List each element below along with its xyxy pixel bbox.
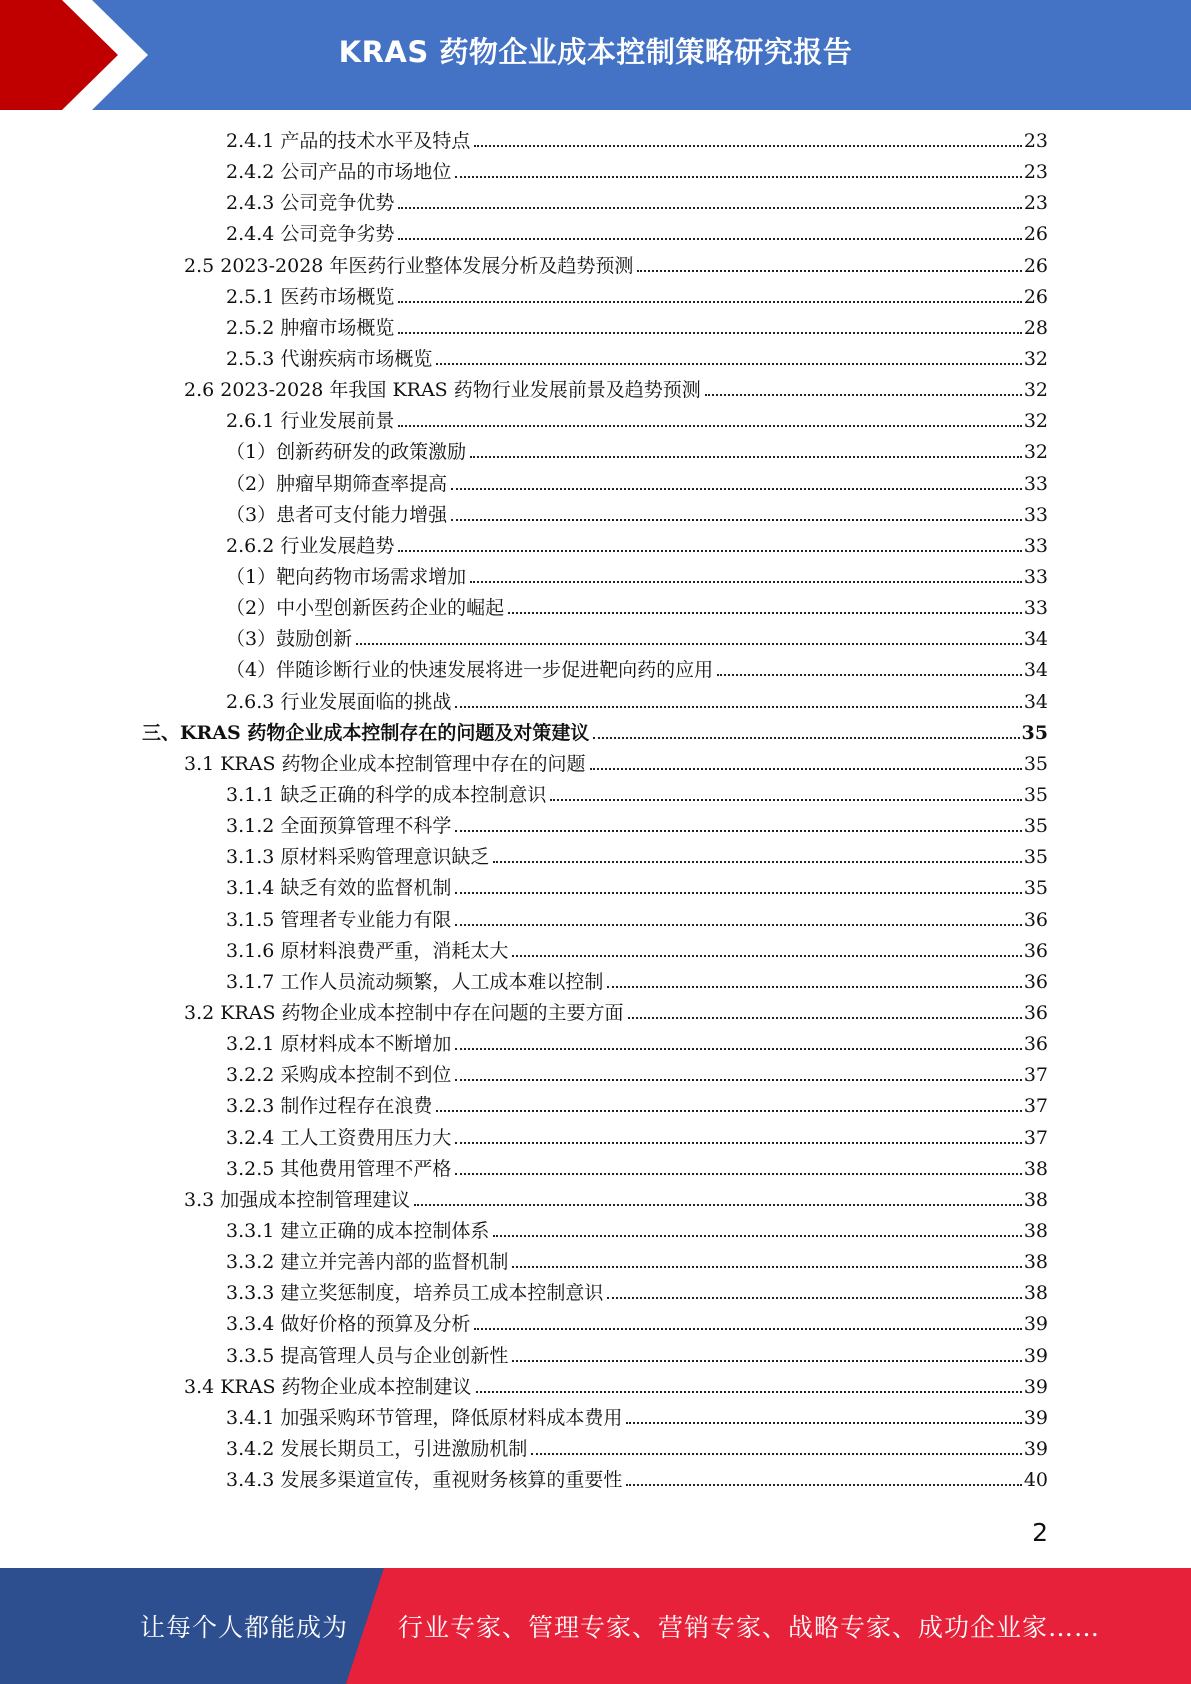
toc-row[interactable]: [0, 1434, 1191, 1465]
toc-row[interactable]: [0, 437, 1191, 468]
toc-entry: [226, 1465, 1048, 1496]
toc-entry: [226, 282, 1048, 313]
toc-page-number: 33: [1023, 566, 1048, 589]
toc-leader-dots: [398, 550, 1021, 552]
toc-page-number: 36: [1023, 1033, 1048, 1056]
toc-leader-dots: [455, 706, 1021, 708]
toc-leader-dots: [470, 581, 1022, 583]
toc-leader-dots: [474, 145, 1021, 147]
toc-page-number: 36: [1023, 939, 1048, 962]
toc-page-number: 26: [1023, 223, 1048, 246]
toc-row[interactable]: [0, 1123, 1191, 1154]
toc-label: 三、KRAS 药物企业成本控制存在的问题及对策建议: [142, 721, 590, 744]
toc-entry: [184, 998, 1048, 1029]
toc-row[interactable]: [0, 406, 1191, 437]
toc-entry: [226, 562, 1048, 593]
toc-leader-dots: [455, 1142, 1021, 1144]
toc-page-number: 23: [1023, 192, 1048, 215]
toc-row[interactable]: [0, 500, 1191, 531]
toc-leader-dots: [626, 1422, 1021, 1424]
toc-entry: [226, 1341, 1048, 1372]
toc-page-number: 32: [1023, 410, 1048, 433]
toc-leader-dots: [626, 1484, 1021, 1486]
toc-label: 3.1 KRAS 药物企业成本控制管理中存在的问题: [184, 752, 586, 775]
toc-leader-dots: [508, 612, 1022, 614]
toc-page-number: 33: [1023, 597, 1048, 620]
toc-label: 3.2.4 工人工资费用压力大: [226, 1126, 452, 1149]
toc-page-number: 39: [1023, 1437, 1048, 1460]
toc-row[interactable]: [0, 998, 1191, 1029]
toc-label: 3.2.2 采购成本控制不到位: [226, 1064, 452, 1087]
toc-leader-dots: [637, 270, 1021, 272]
toc-row[interactable]: [0, 219, 1191, 250]
toc-leader-dots: [451, 519, 1022, 521]
toc-page-number: 36: [1023, 908, 1048, 931]
toc-page-number: 37: [1023, 1064, 1048, 1087]
toc-label: 3.2.3 制作过程存在浪费: [226, 1095, 433, 1118]
toc-page-number: 34: [1023, 628, 1048, 651]
toc-page-number: 38: [1023, 1251, 1048, 1274]
toc-leader-dots: [398, 238, 1021, 240]
toc-entry: [226, 531, 1048, 562]
page-footer: [0, 1568, 1191, 1684]
toc-entry: [184, 251, 1048, 282]
toc-row[interactable]: [0, 1372, 1191, 1403]
toc-row[interactable]: [0, 780, 1191, 811]
toc-page-number: 28: [1023, 316, 1048, 339]
toc-row[interactable]: [0, 469, 1191, 500]
toc-label: 2.4.3 公司竞争优势: [226, 192, 395, 215]
toc-leader-dots: [436, 363, 1021, 365]
toc-page-number: 35: [1023, 752, 1048, 775]
toc-label: 2.5.2 肿瘤市场概览: [226, 316, 395, 339]
toc-row[interactable]: [0, 1185, 1191, 1216]
toc-label: （1）靶向药物市场需求增加: [226, 566, 467, 589]
toc-label: 3.2.5 其他费用管理不严格: [226, 1157, 452, 1180]
toc-label: 3.4.3 发展多渠道宣传，重视财务核算的重要性: [226, 1469, 623, 1492]
toc-entry: [226, 1216, 1048, 1247]
toc-leader-dots: [493, 1235, 1021, 1237]
toc-label: 2.4.2 公司产品的市场地位: [226, 161, 452, 184]
toc-label: 3.4.2 发展长期员工，引进激励机制: [226, 1437, 528, 1460]
toc-leader-dots: [455, 1048, 1021, 1050]
toc-page-number: 32: [1023, 379, 1048, 402]
toc-label: 3.3 加强成本控制管理建议: [184, 1188, 411, 1211]
toc-entry: [226, 1278, 1048, 1309]
toc-row[interactable]: [0, 1465, 1191, 1496]
toc-row[interactable]: [0, 1403, 1191, 1434]
toc-entry: [184, 1372, 1048, 1403]
toc-entry: [226, 873, 1048, 904]
toc-label: 3.1.3 原材料采购管理意识缺乏: [226, 846, 490, 869]
toc-row[interactable]: [0, 593, 1191, 624]
toc-page-number: 39: [1023, 1344, 1048, 1367]
toc-row[interactable]: [0, 655, 1191, 686]
report-title: KRAS 药物企业成本控制策略研究报告: [338, 35, 853, 69]
toc-page-number: 32: [1023, 348, 1048, 371]
toc-leader-dots: [531, 1453, 1021, 1455]
toc-row[interactable]: [0, 313, 1191, 344]
toc-page-number: 35: [1023, 846, 1048, 869]
toc-entry: [226, 593, 1048, 624]
toc-leader-dots: [607, 1297, 1021, 1299]
toc-label: 3.1.4 缺乏有效的监督机制: [226, 877, 452, 900]
toc-page-number: 23: [1023, 130, 1048, 153]
toc-entry: [226, 811, 1048, 842]
toc-leader-dots: [470, 456, 1022, 458]
toc-label: （4）伴随诊断行业的快速发展将进一步促进靶向药的应用: [226, 659, 714, 682]
toc-entry: [226, 406, 1048, 437]
toc-entry: [226, 437, 1048, 468]
toc-label: 2.6.1 行业发展前景: [226, 410, 395, 433]
toc-entry: [226, 313, 1048, 344]
toc-label: 3.1.7 工作人员流动频繁，人工成本难以控制: [226, 970, 604, 993]
toc-label: 3.1.5 管理者专业能力有限: [226, 908, 452, 931]
toc-label: （2）中小型创新医药企业的崛起: [226, 597, 505, 620]
toc-label: 3.1.1 缺乏正确的科学的成本控制意识: [226, 784, 547, 807]
toc-entry: [226, 1123, 1048, 1154]
toc-entry: [226, 500, 1048, 531]
toc-page-number: 39: [1023, 1375, 1048, 1398]
toc-leader-dots: [476, 1391, 1022, 1393]
toc-entry: [184, 375, 1048, 406]
toc-row[interactable]: [0, 1154, 1191, 1185]
toc-entry: [226, 905, 1048, 936]
toc-entry: [226, 842, 1048, 873]
toc-leader-dots: [398, 425, 1021, 427]
toc-row[interactable]: [0, 282, 1191, 313]
toc-leader-dots: [607, 986, 1021, 988]
toc-entry: [142, 718, 1048, 749]
toc-row[interactable]: [0, 718, 1191, 749]
toc-page-number: 34: [1023, 690, 1048, 713]
toc-entry: [226, 157, 1048, 188]
page-number: 2: [1032, 1518, 1048, 1547]
toc-entry: [226, 1247, 1048, 1278]
toc-leader-dots: [474, 1328, 1021, 1330]
toc-row[interactable]: [0, 749, 1191, 780]
toc-page-number: 38: [1023, 1157, 1048, 1180]
toc-row[interactable]: [0, 1216, 1191, 1247]
toc-label: 2.5 2023-2028 年医药行业整体发展分析及趋势预测: [184, 254, 634, 277]
toc-entry: [226, 469, 1048, 500]
toc-leader-dots: [414, 1204, 1022, 1206]
toc-entry: [226, 188, 1048, 219]
toc-entry: [226, 1403, 1048, 1434]
toc-row[interactable]: [0, 842, 1191, 873]
toc-entry: [226, 1154, 1048, 1185]
toc-leader-dots: [590, 768, 1022, 770]
table-of-contents: [0, 126, 1191, 1496]
toc-label: 2.4.4 公司竞争劣势: [226, 223, 395, 246]
toc-row[interactable]: [0, 1247, 1191, 1278]
toc-leader-dots: [717, 674, 1022, 676]
toc-row[interactable]: [0, 1309, 1191, 1340]
toc-leader-dots: [455, 1173, 1021, 1175]
toc-entry: [226, 126, 1048, 157]
toc-row[interactable]: [0, 624, 1191, 655]
toc-leader-dots: [436, 1110, 1021, 1112]
toc-label: 3.3.3 建立奖惩制度，培养员工成本控制意识: [226, 1282, 604, 1305]
footer-slogan-right: 行业专家、管理专家、营销专家、战略专家、成功企业家……: [398, 1613, 1101, 1642]
toc-entry: [226, 1029, 1048, 1060]
toc-page-number: 40: [1023, 1469, 1048, 1492]
toc-entry: [226, 1091, 1048, 1122]
toc-label: 3.1.2 全面预算管理不科学: [226, 815, 452, 838]
toc-label: （1）创新药研发的政策激励: [226, 441, 467, 464]
toc-page-number: 26: [1023, 254, 1048, 277]
toc-page-number: 37: [1023, 1126, 1048, 1149]
toc-page-number: 37: [1023, 1095, 1048, 1118]
toc-leader-dots: [356, 643, 1022, 645]
toc-page-number: 38: [1023, 1219, 1048, 1242]
toc-page-number: 33: [1023, 472, 1048, 495]
toc-page-number: 34: [1023, 659, 1048, 682]
toc-row[interactable]: [0, 344, 1191, 375]
toc-leader-dots: [512, 955, 1021, 957]
toc-leader-dots: [455, 892, 1021, 894]
toc-label: 3.3.5 提高管理人员与企业创新性: [226, 1344, 509, 1367]
toc-label: 3.3.1 建立正确的成本控制体系: [226, 1219, 490, 1242]
toc-row[interactable]: [0, 1278, 1191, 1309]
page-header: [0, 0, 1191, 110]
footer-slogan-left: 让每个人都能成为: [140, 1613, 349, 1642]
toc-label: 3.3.2 建立并完善内部的监督机制: [226, 1251, 509, 1274]
toc-page-number: 39: [1023, 1313, 1048, 1336]
toc-page-number: 35: [1021, 721, 1048, 744]
toc-leader-dots: [398, 301, 1021, 303]
toc-leader-dots: [628, 1017, 1022, 1019]
toc-label: 2.4.1 产品的技术水平及特点: [226, 130, 471, 153]
toc-page-number: 26: [1023, 285, 1048, 308]
toc-leader-dots: [705, 394, 1022, 396]
toc-entry: [226, 344, 1048, 375]
toc-label: 3.3.4 做好价格的预算及分析: [226, 1313, 471, 1336]
toc-page-number: 39: [1023, 1406, 1048, 1429]
toc-leader-dots: [455, 830, 1021, 832]
toc-entry: [226, 967, 1048, 998]
toc-leader-dots: [398, 332, 1021, 334]
toc-leader-dots: [512, 1360, 1021, 1362]
toc-label: 3.2 KRAS 药物企业成本控制中存在问题的主要方面: [184, 1002, 624, 1024]
toc-entry: [184, 1185, 1048, 1216]
toc-page-number: 38: [1023, 1282, 1048, 1305]
toc-leader-dots: [398, 207, 1021, 209]
toc-label: （2）肿瘤早期筛查率提高: [226, 472, 448, 495]
toc-leader-dots: [451, 488, 1022, 490]
toc-page-number: 38: [1023, 1188, 1048, 1211]
toc-row[interactable]: [0, 531, 1191, 562]
toc-entry: [226, 1060, 1048, 1091]
toc-entry: [226, 687, 1048, 718]
toc-leader-dots: [550, 799, 1021, 801]
toc-row[interactable]: [0, 936, 1191, 967]
toc-row[interactable]: [0, 157, 1191, 188]
toc-page-number: 32: [1023, 441, 1048, 464]
toc-label: 3.2.1 原材料成本不断增加: [226, 1033, 452, 1056]
toc-label: （3）鼓励创新: [226, 628, 353, 651]
toc-page-number: 36: [1023, 1002, 1048, 1024]
toc-leader-dots: [455, 176, 1021, 178]
toc-entry: [226, 1309, 1048, 1340]
toc-row[interactable]: [0, 873, 1191, 904]
toc-row[interactable]: [0, 687, 1191, 718]
toc-row[interactable]: [0, 375, 1191, 406]
toc-row[interactable]: [0, 1340, 1191, 1371]
toc-leader-dots: [455, 924, 1021, 926]
toc-row[interactable]: [0, 967, 1191, 998]
toc-page-number: 35: [1023, 784, 1048, 807]
toc-label: 2.6 2023-2028 年我国 KRAS 药物行业发展前景及趋势预测: [184, 379, 701, 402]
toc-entry: [184, 749, 1048, 780]
toc-row[interactable]: [0, 562, 1191, 593]
toc-row[interactable]: [0, 905, 1191, 936]
toc-row[interactable]: [0, 1091, 1191, 1122]
toc-label: （3）患者可支付能力增强: [226, 503, 448, 526]
toc-leader-dots: [455, 1079, 1021, 1081]
toc-label: 3.1.6 原材料浪费严重，消耗太大: [226, 939, 509, 962]
toc-label: 2.6.2 行业发展趋势: [226, 534, 395, 557]
toc-entry: [226, 219, 1048, 250]
toc-label: 2.5.1 医药市场概览: [226, 285, 395, 308]
toc-label: 3.4 KRAS 药物企业成本控制建议: [184, 1375, 472, 1398]
toc-leader-dots: [512, 1266, 1021, 1268]
toc-entry: [226, 655, 1048, 686]
toc-leader-dots: [593, 737, 1019, 739]
toc-label: 2.5.3 代谢疾病市场概览: [226, 348, 433, 371]
toc-page-number: 23: [1023, 161, 1048, 184]
toc-entry: [226, 780, 1048, 811]
toc-page-number: 35: [1023, 877, 1048, 900]
toc-row[interactable]: [0, 251, 1191, 282]
toc-page-number: 36: [1023, 970, 1048, 993]
toc-page-number: 35: [1023, 815, 1048, 838]
toc-page-number: 33: [1023, 503, 1048, 526]
toc-row[interactable]: [0, 811, 1191, 842]
toc-label: 3.4.1 加强采购环节管理，降低原材料成本费用: [226, 1406, 623, 1429]
toc-page-number: 33: [1023, 534, 1048, 557]
toc-entry: [226, 936, 1048, 967]
toc-label: 2.6.3 行业发展面临的挑战: [226, 690, 452, 713]
toc-entry: [226, 1434, 1048, 1465]
toc-leader-dots: [493, 861, 1021, 863]
toc-row[interactable]: [0, 1029, 1191, 1060]
toc-entry: [226, 624, 1048, 655]
toc-row[interactable]: [0, 1060, 1191, 1091]
toc-row[interactable]: [0, 188, 1191, 219]
toc-row[interactable]: [0, 126, 1191, 157]
